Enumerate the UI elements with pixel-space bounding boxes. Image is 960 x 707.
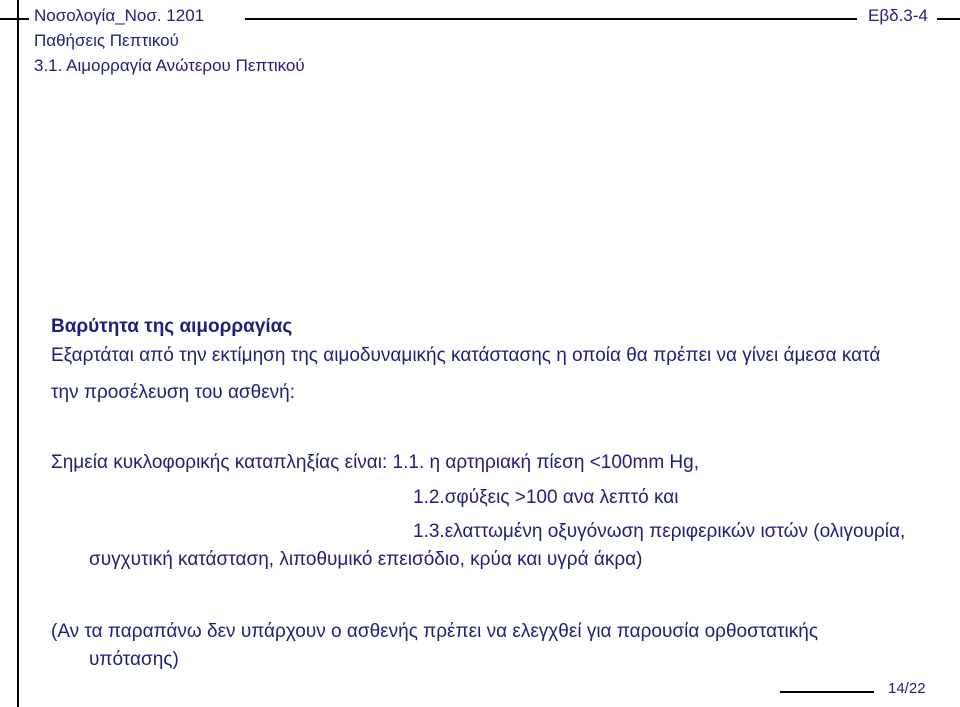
sign-item: 1.2.σφύξεις >100 ανα λεπτό και [413, 487, 679, 508]
header-rule-middle [245, 18, 857, 20]
section-title: 3.1. Αιμορραγία Ανώτερου Πεπτικού [34, 56, 305, 75]
left-vertical-rule [17, 0, 19, 707]
header-rule-left [0, 18, 29, 20]
course-title: Νοσολογία_Νοσ. 1201 [34, 6, 205, 25]
sign-item-continuation: συγχυτική κατάσταση, λιποθυμικό επεισόδιο, κρύα και υγρά άκρα) [89, 549, 643, 570]
sign-item: 1.3.ελαττωμένη οξυγόνωση περιφερικών ιστών (ολιγουρία, [413, 521, 906, 542]
page-number: 14/22 [888, 680, 926, 697]
header-rule-right [937, 18, 960, 20]
content-heading: Βαρύτητα της αιμορραγίας [51, 316, 293, 337]
note-line: υπότασης) [89, 649, 179, 670]
footer-rule [780, 691, 874, 693]
chapter-title: Παθήσεις Πεπτικού [34, 31, 179, 50]
paragraph-line: την προσέλευση του ασθενή: [51, 382, 296, 403]
note-line: (Αν τα παραπάνω δεν υπάρχουν ο ασθενής πρέπει να ελεγχθεί για παρουσία ορθοστατικής [51, 621, 819, 642]
week-reference: Εβδ.3-4 [868, 6, 928, 25]
paragraph-line: Εξαρτάται από την εκτίμηση της αιμοδυναμικής κατάστασης η οποία θα πρέπει να γίνει άμεσα κατά [51, 345, 881, 366]
signs-intro: Σημεία κυκλοφορικής καταπληξίας είναι: 1.1. η αρτηριακή πίεση <100mm Hg, [51, 452, 699, 473]
